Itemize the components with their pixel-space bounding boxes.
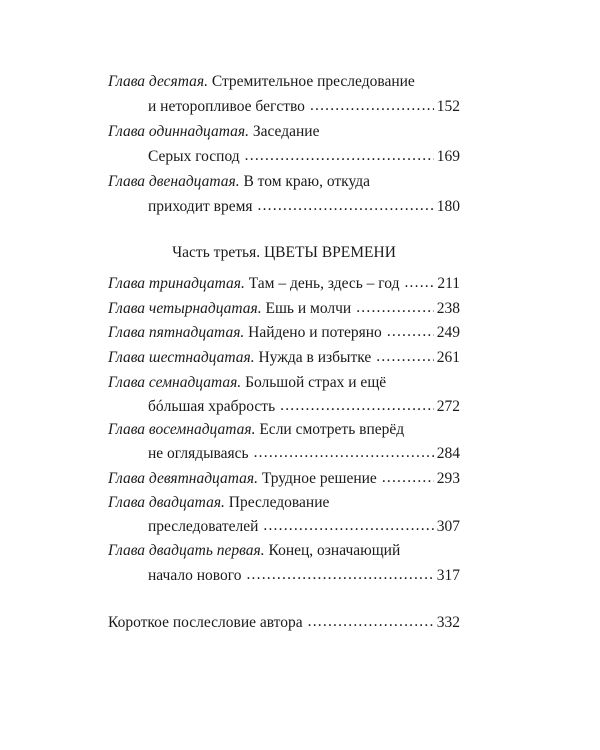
chapter-title: Там – день, здесь – год	[248, 275, 400, 292]
chapter-title: Преследование	[228, 494, 330, 511]
chapter-title: Конец, означающий	[268, 542, 401, 559]
chapter-label: Глава одиннадцатая.	[108, 123, 249, 140]
chapter-title: В том краю, откуда	[243, 173, 371, 190]
page-number: 317	[436, 567, 460, 584]
chapter-title: Большой страх и ещё	[245, 374, 387, 391]
chapter-label: Глава двадцатая.	[108, 494, 225, 511]
chapter-label: Глава двадцать первая.	[108, 542, 265, 559]
toc-entry-chapter-19	[108, 469, 460, 489]
page-number: 272	[436, 398, 460, 415]
chapter-label: Глава пятнадцатая.	[108, 324, 245, 341]
toc-entry-chapter-17	[108, 373, 460, 393]
toc-entry-chapter-21-cont	[148, 566, 460, 586]
toc-entry-chapter-21	[108, 541, 460, 561]
chapter-label: Глава двенадцатая.	[108, 173, 240, 190]
chapter-title: Нужда в избытке	[258, 349, 372, 366]
toc-entry-chapter-13	[108, 274, 460, 294]
dot-leader	[382, 468, 434, 488]
dot-leader	[387, 322, 434, 342]
page-number: 261	[436, 349, 460, 366]
page-number: 169	[436, 148, 460, 165]
toc-entry-chapter-12	[108, 172, 460, 192]
chapter-title-cont: приходит время	[148, 198, 253, 215]
page-number: 307	[436, 518, 460, 535]
dot-leader	[245, 146, 434, 166]
chapter-title: Стремительное преследование	[211, 73, 415, 90]
dot-leader	[310, 96, 434, 116]
page-number: 211	[437, 275, 460, 292]
dot-leader	[356, 298, 434, 318]
toc-entry-chapter-12-cont	[148, 197, 460, 217]
page-number: 332	[436, 614, 460, 631]
chapter-title-cont: бóльшая храбрость	[148, 398, 276, 415]
chapter-title: Ешь и молчи	[265, 300, 352, 317]
toc-entry-chapter-10-cont	[148, 97, 460, 117]
part-heading-title: ЦВЕТЫ ВРЕМЕНИ	[263, 244, 396, 261]
toc-entry-chapter-10	[108, 72, 460, 92]
chapter-title: Если смотреть вперёд	[259, 421, 405, 438]
part-heading	[108, 243, 460, 263]
chapter-label: Глава четырнадцатая.	[108, 300, 262, 317]
chapter-label: Глава девятнадцатая.	[108, 470, 258, 487]
toc-entry-chapter-20	[108, 493, 460, 513]
toc-entry-chapter-16	[108, 348, 460, 368]
toc-entry-chapter-14	[108, 299, 460, 319]
toc-entry-chapter-18	[108, 420, 460, 440]
chapter-title: Трудное решение	[261, 470, 377, 487]
toc-entry-afterword	[108, 613, 460, 633]
chapter-title-cont: начало нового	[148, 567, 242, 584]
part-heading-prefix: Часть третья.	[172, 244, 261, 261]
dot-leader	[376, 347, 433, 367]
toc-entry-chapter-15	[108, 323, 460, 343]
page-number: 238	[436, 300, 460, 317]
chapter-label: Глава шестнадцатая.	[108, 349, 255, 366]
chapter-title-cont: и неторопливое бегство	[148, 98, 305, 115]
chapter-title: Заседание	[252, 123, 320, 140]
chapter-title-cont: не оглядываясь	[148, 445, 249, 462]
toc-entry-chapter-20-cont	[148, 517, 460, 537]
chapter-title-cont: Серых господ	[148, 148, 240, 165]
dot-leader	[246, 565, 433, 585]
toc-entry-chapter-17-cont	[148, 397, 460, 417]
dot-leader	[404, 273, 434, 293]
toc-entry-chapter-11	[108, 122, 460, 142]
toc-entry-chapter-18-cont	[148, 444, 460, 464]
chapter-label: Глава восемнадцатая.	[108, 421, 256, 438]
afterword-title: Короткое послесловие автора	[108, 614, 303, 631]
chapter-title: Найдено и потеряно	[248, 324, 382, 341]
dot-leader	[280, 396, 434, 416]
page-number: 293	[436, 470, 460, 487]
dot-leader	[258, 196, 434, 216]
toc-entry-chapter-11-cont	[148, 147, 460, 167]
page-number: 152	[436, 98, 460, 115]
page-number: 249	[436, 324, 460, 341]
dot-leader	[254, 443, 434, 463]
page-number: 180	[436, 198, 460, 215]
chapter-title-cont: преследователей	[148, 518, 259, 535]
page-number: 284	[436, 445, 460, 462]
chapter-label: Глава семнадцатая.	[108, 374, 242, 391]
dot-leader	[308, 612, 434, 632]
dot-leader	[263, 516, 433, 536]
chapter-label: Глава десятая.	[108, 73, 208, 90]
chapter-label: Глава тринадцатая.	[108, 275, 245, 292]
